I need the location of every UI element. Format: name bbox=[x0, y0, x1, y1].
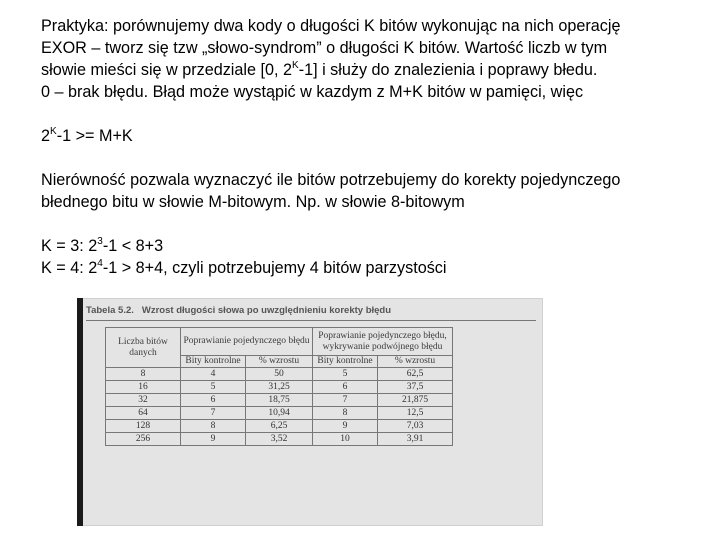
table-cell: 31,25 bbox=[246, 381, 313, 394]
text-span: -1] i służy do znalezienia i poprawy błedu. bbox=[298, 61, 598, 79]
table-cell: 12,5 bbox=[378, 407, 453, 420]
table-cell: 18,75 bbox=[246, 394, 313, 407]
scanned-table-image bbox=[77, 298, 543, 526]
table-cell: 8 bbox=[181, 420, 246, 433]
text-span: K = 3: 2 bbox=[41, 237, 98, 255]
table-row bbox=[106, 394, 453, 407]
header-pct-2: % wzrostu bbox=[378, 356, 453, 368]
table-cell: 50 bbox=[246, 368, 313, 381]
table-title: Wzrost długości słowa po uwzględnieniu korekty błędu bbox=[141, 305, 392, 316]
table-cell: 7 bbox=[313, 394, 378, 407]
superscript: 4 bbox=[97, 258, 103, 269]
text-span: -1 > 8+4, czyli potrzebujemy 4 bitów parzystości bbox=[102, 259, 447, 277]
example-k4 bbox=[41, 257, 711, 279]
header-single-correction: Poprawianie pojedynczego błędu bbox=[181, 328, 313, 356]
paragraph-line: 0 – brak błędu. Błąd może wystąpić w kazdym z M+K bitów w pamięci, więc bbox=[41, 83, 584, 101]
table-cell: 32 bbox=[106, 394, 181, 407]
header-pct: % wzrostu bbox=[246, 356, 313, 368]
table-row bbox=[106, 407, 453, 420]
table-cell: 21,875 bbox=[378, 394, 453, 407]
table-cell: 6,25 bbox=[246, 420, 313, 433]
paragraph-line: EXOR – tworz się tzw „słowo-syndrom” o długości K bitów. Wartość liczb w tym bbox=[41, 39, 608, 57]
header-data-bits: Liczba bitów danych bbox=[106, 328, 181, 368]
table-cell: 3,52 bbox=[246, 433, 313, 446]
superscript: 3 bbox=[97, 236, 103, 247]
table-cell: 128 bbox=[106, 420, 181, 433]
table-row bbox=[106, 420, 453, 433]
formula-exponent: K bbox=[50, 126, 57, 137]
data-table bbox=[105, 327, 453, 446]
formula-rest: -1 >= M+K bbox=[56, 127, 133, 145]
table-cell: 10 bbox=[313, 433, 378, 446]
paragraph-line bbox=[41, 59, 711, 81]
formula bbox=[41, 125, 711, 147]
table-row bbox=[106, 368, 453, 381]
table-cell: 4 bbox=[181, 368, 246, 381]
text-span: K = 4: 2 bbox=[41, 259, 98, 277]
example-k3 bbox=[41, 235, 711, 257]
header-double-detection: Poprawianie pojedynczego błędu, wykrywanie podwójnego błędu bbox=[313, 328, 453, 356]
table-cell: 8 bbox=[313, 407, 378, 420]
text-span: słowie mieści się w przedziale [0, 2 bbox=[41, 61, 293, 79]
table-cell: 64 bbox=[106, 407, 181, 420]
paragraph-line: błednego bitu w słowie M-bitowym. Np. w słowie 8-bitowym bbox=[41, 193, 465, 211]
superscript: K bbox=[292, 60, 299, 71]
table-caption bbox=[86, 305, 391, 316]
table-cell: 7 bbox=[181, 407, 246, 420]
slide-text bbox=[41, 15, 711, 279]
table-number: Tabela 5.2. bbox=[86, 305, 134, 316]
table-cell: 16 bbox=[106, 381, 181, 394]
header-ctrl-bits-2: Bity kontrolne bbox=[313, 356, 378, 368]
table-cell: 5 bbox=[181, 381, 246, 394]
table-cell: 256 bbox=[106, 433, 181, 446]
text-span: -1 < 8+3 bbox=[102, 237, 164, 255]
table-cell: 37,5 bbox=[378, 381, 453, 394]
table-row bbox=[106, 381, 453, 394]
table-cell: 9 bbox=[313, 420, 378, 433]
table-cell: 6 bbox=[181, 394, 246, 407]
header-ctrl-bits: Bity kontrolne bbox=[181, 356, 246, 368]
table-cell: 8 bbox=[106, 368, 181, 381]
scan-edge bbox=[77, 298, 83, 526]
table-cell: 9 bbox=[181, 433, 246, 446]
table-cell: 3,91 bbox=[378, 433, 453, 446]
table-cell: 6 bbox=[313, 381, 378, 394]
table-row bbox=[106, 433, 453, 446]
caption-rule bbox=[86, 320, 536, 321]
paragraph-line: Praktyka: porównujemy dwa kody o długości K bitów wykonując na nich operację bbox=[41, 17, 621, 35]
table-cell: 5 bbox=[313, 368, 378, 381]
table-cell: 7,03 bbox=[378, 420, 453, 433]
table-cell: 10,94 bbox=[246, 407, 313, 420]
formula-base: 2 bbox=[41, 127, 51, 145]
paragraph-line: Nierówność pozwala wyznaczyć ile bitów potrzebujemy do korekty pojedynczego bbox=[41, 171, 621, 189]
table-cell: 62,5 bbox=[378, 368, 453, 381]
